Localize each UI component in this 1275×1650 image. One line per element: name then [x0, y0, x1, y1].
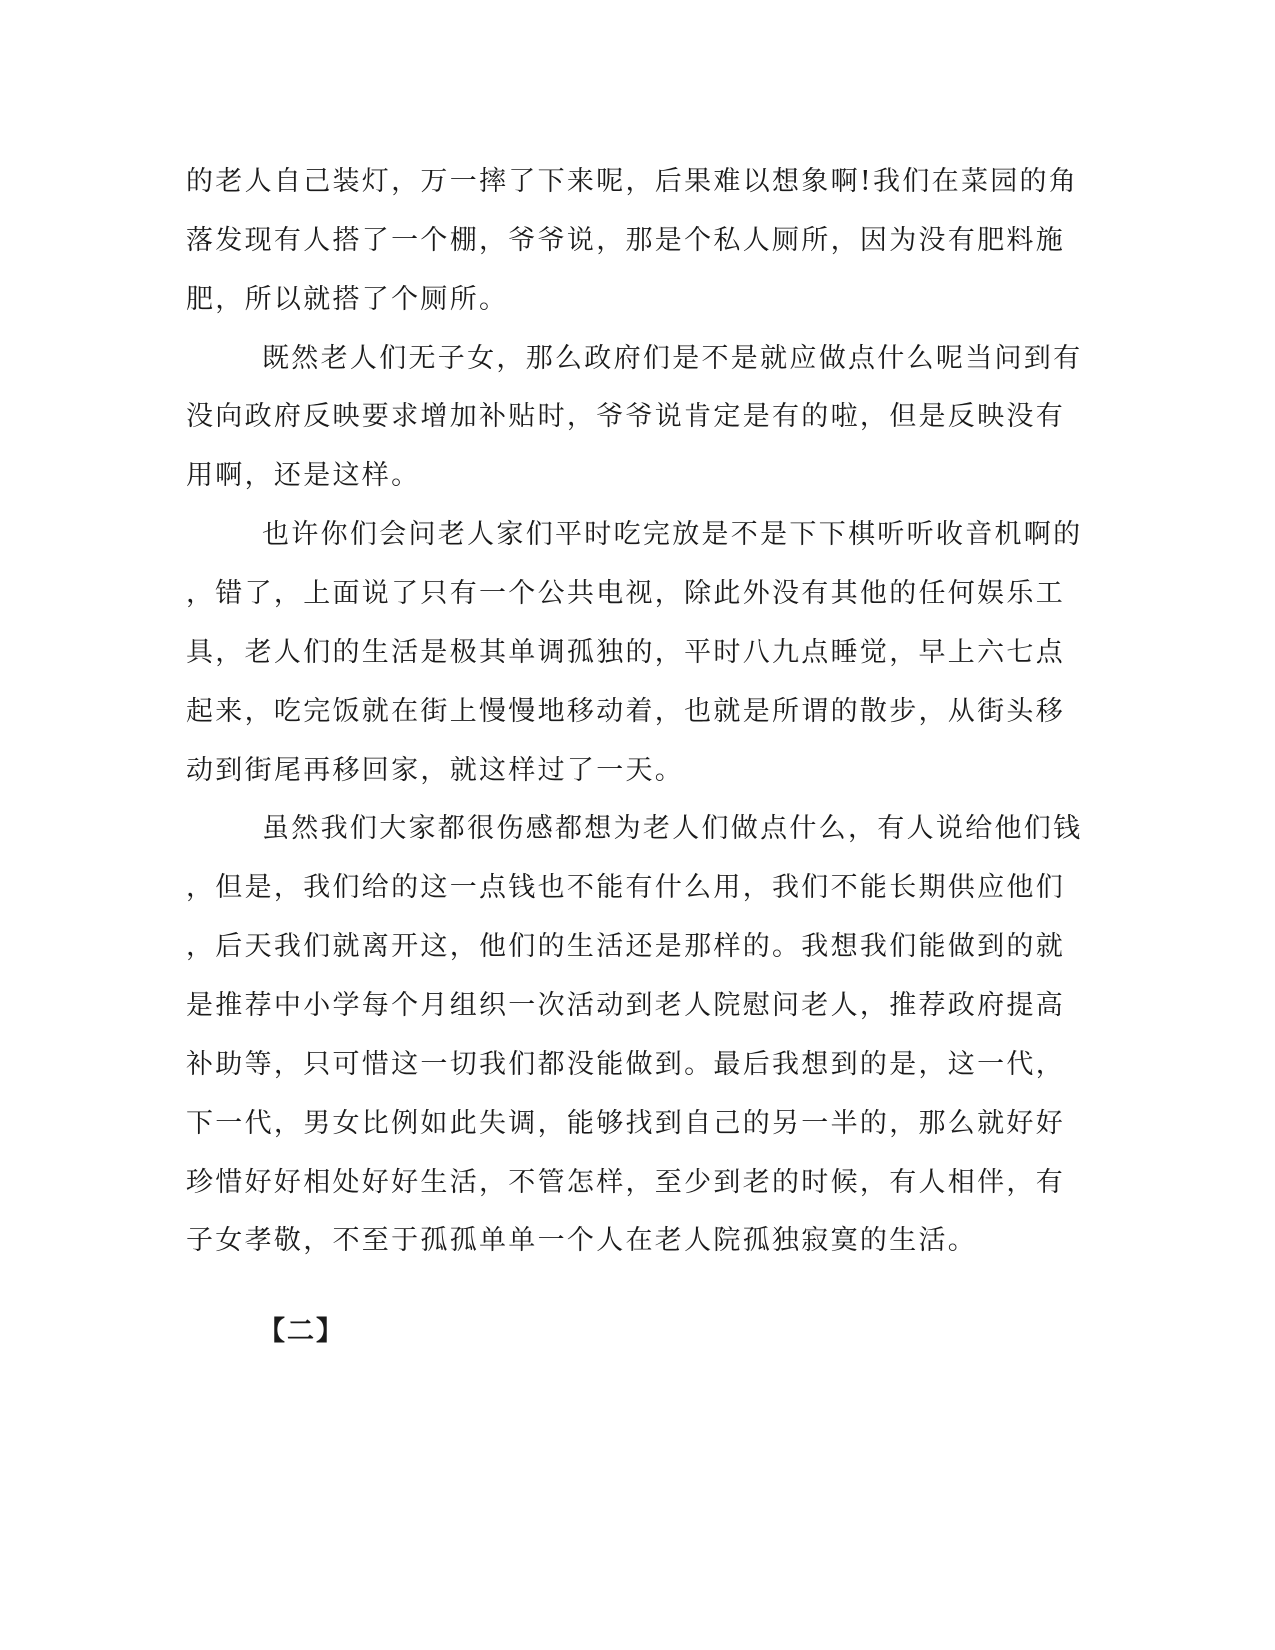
text-line: 具，老人们的生活是极其单调孤独的，平时八九点睡觉，早上六七点 [186, 637, 1065, 668]
text-line: ，后天我们就离开这，他们的生活还是那样的。我想我们能做到的就 [186, 931, 1065, 962]
text-line: 落发现有人搭了一个棚，爷爷说，那是个私人厕所，因为没有肥料施 [186, 225, 1065, 256]
text-line: 的老人自己装灯，万一摔了下来呢，后果难以想象啊!我们在菜园的角 [186, 166, 1079, 197]
text-line: 没向政府反映要求增加补贴时，爷爷说肯定是有的啦，但是反映没有 [186, 401, 1065, 432]
text-line: 肥，所以就搭了个厕所。 [186, 284, 509, 315]
text-line: 是推荐中小学每个月组织一次活动到老人院慰问老人，推荐政府提高 [186, 990, 1065, 1021]
text-line: 起来，吃完饭就在街上慢慢地移动着，也就是所谓的散步，从街头移 [186, 696, 1065, 727]
text-line: 用啊，还是这样。 [186, 460, 421, 491]
text-line: 珍惜好好相处好好生活，不管怎样，至少到老的时候，有人相伴，有 [186, 1167, 1065, 1198]
paragraph-first-line: 虽然我们大家都很伤感都想为老人们做点什么，有人说给他们钱 [262, 813, 1083, 844]
section-heading: 【二】 [258, 1316, 345, 1347]
paragraph-first-line: 既然老人们无子女，那么政府们是不是就应做点什么呢当问到有 [262, 343, 1083, 374]
text-line: 补助等，只可惜这一切我们都没能做到。最后我想到的是，这一代， [186, 1049, 1065, 1080]
text-line: 下一代，男女比例如此失调，能够找到自己的另一半的，那么就好好 [186, 1108, 1065, 1139]
text-line: 子女孝敬，不至于孤孤单单一个人在老人院孤独寂寞的生活。 [186, 1225, 978, 1256]
paragraph-first-line: 也许你们会问老人家们平时吃完放是不是下下棋听听收音机啊的 [262, 519, 1083, 550]
text-line: ，但是，我们给的这一点钱也不能有什么用，我们不能长期供应他们 [186, 872, 1065, 903]
text-line: 动到街尾再移回家，就这样过了一天。 [186, 755, 685, 786]
text-line: ，错了，上面说了只有一个公共电视，除此外没有其他的任何娱乐工 [186, 578, 1065, 609]
